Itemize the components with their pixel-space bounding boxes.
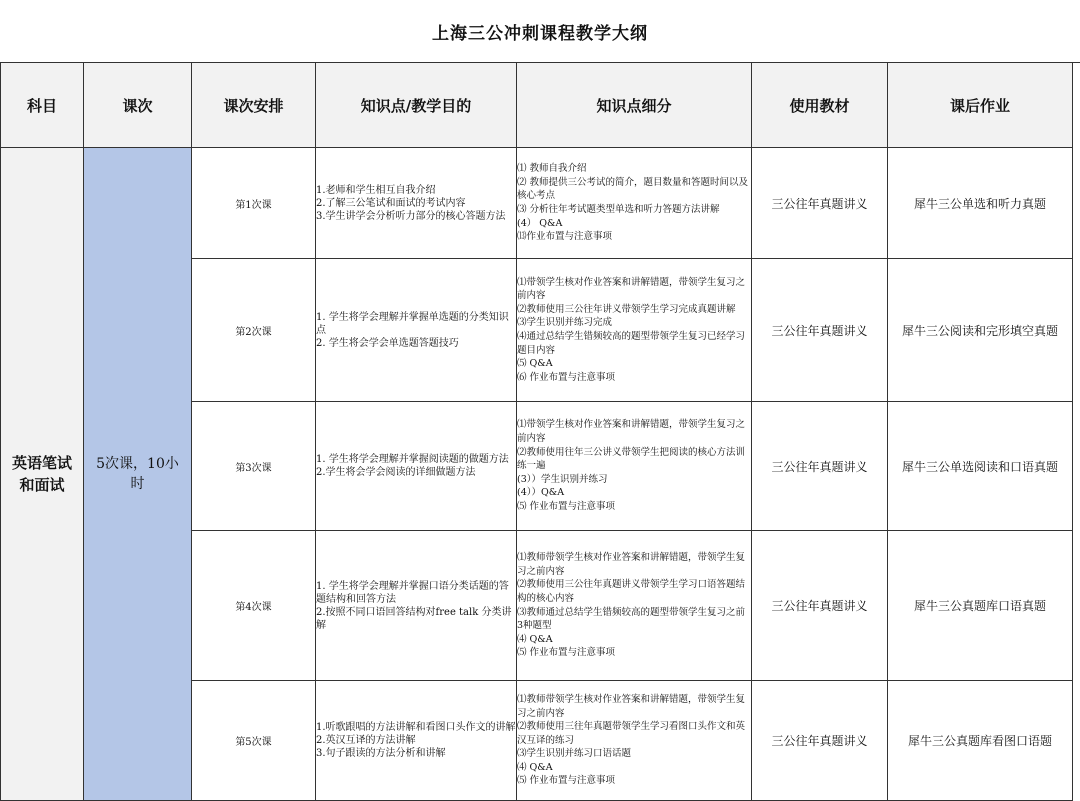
goal-item: 2.按照不同口语回答结构对free talk 分类讲解	[316, 606, 512, 631]
header-lesson-schedule: 课次安排	[192, 63, 316, 148]
subject-cell: 英语笔试和面试	[1, 148, 84, 801]
detail-item: ⑴带领学生核对作业答案和讲解错题，带领学生复习之前内容	[517, 276, 746, 302]
goal-item: 3.学生讲学会分析听力部分的核心答题方法	[316, 210, 506, 222]
material-cell: 三公往年真题讲义	[752, 259, 888, 402]
material-cell: 三公往年真题讲义	[752, 531, 888, 681]
detail-item: ⑸ 作业布置与注意事项	[517, 775, 616, 787]
material-cell: 三公往年真题讲义	[752, 681, 888, 801]
details-cell	[517, 259, 752, 402]
goal-item: 1. 学生将学会理解并掌握阅读题的做题方法	[316, 454, 509, 465]
detail-item: ⑶教师通过总结学生错频较高的题型带领学生复习之前3种题型	[517, 606, 746, 632]
goal-item: 3.句子跟读的方法分析和讲解	[316, 748, 446, 759]
goal-item: 2.学生将会学会阅读的详细做题方法	[316, 467, 476, 478]
detail-item: ⑸ 作业布置与注意事项	[517, 647, 616, 659]
lesson-label: 第2次课	[192, 259, 316, 402]
details-cell	[517, 402, 752, 531]
detail-item: ⑴ 教师自我介绍	[517, 163, 587, 175]
table-right-border	[1072, 62, 1073, 795]
header-goals: 知识点/教学目的	[316, 63, 517, 148]
detail-item: ⑵ 教师提供三公考试的简介，题目数量和答题时间以及核心考点	[517, 176, 749, 202]
details-cell	[517, 148, 752, 259]
syllabus-table	[0, 62, 1073, 801]
homework-cell: 犀牛三公单选阅读和口语真题	[888, 402, 1073, 531]
detail-item: ⑴教师带领学生核对作业答案和讲解错题，带领学生复习之前内容	[517, 552, 746, 577]
homework-cell: 犀牛三公真题库口语真题	[888, 531, 1073, 681]
homework-cell: 犀牛三公真题库看图口语题	[888, 681, 1073, 801]
header-lesson-count: 课次	[84, 63, 192, 148]
lesson-label: 第3次课	[192, 402, 316, 531]
detail-item: ⑵教师使用三公往年讲义带领学生学习完成真题讲解	[517, 303, 736, 315]
homework-cell: 犀牛三公单选和听力真题	[888, 148, 1073, 259]
header-row	[1, 63, 1073, 148]
header-details: 知识点细分	[517, 63, 752, 148]
header-homework: 课后作业	[888, 63, 1073, 148]
goals-cell	[316, 259, 517, 402]
detail-item: ⑵教师使用三公往年真题讲义带领学生学习口语答题结构的核心内容	[517, 579, 746, 604]
goals-cell	[316, 531, 517, 681]
goal-item: 1. 学生将学会理解并掌握口语分类话题的答题结构和回答方法	[316, 580, 509, 605]
lesson-row	[1, 148, 1073, 259]
detail-item: ⑷通过总结学生错频较高的题型带领学生复习已经学习题目内容	[517, 331, 746, 356]
detail-item: ⑵教师使用往年三公讲义带领学生把阅读的核心方法训练一遍	[517, 446, 746, 472]
header-subject: 科目	[1, 63, 84, 148]
goals-cell	[316, 148, 517, 259]
goal-item: 2.了解三公笔试和面试的考试内容	[316, 197, 466, 209]
lesson-label: 第1次课	[192, 148, 316, 259]
goal-item: 1. 学生将学会理解并掌握单选题的分类知识点	[316, 311, 509, 336]
lesson-label: 第5次课	[192, 681, 316, 801]
detail-item: ⑷ Q&A	[517, 761, 553, 773]
detail-item: ⑵教师使用三往年真题带领学生学习看图口头作文和英汉互译的练习	[517, 721, 746, 746]
detail-item: ⑶学生识别并练习口语话题	[517, 748, 632, 760]
syllabus-body	[1, 148, 1073, 801]
detail-item: ⑷ Q&A	[517, 633, 553, 645]
material-cell: 三公往年真题讲义	[752, 402, 888, 531]
goal-item: 1.听歌跟唱的方法讲解和看图口头作文的讲解	[316, 722, 516, 733]
hours-cell: 5次课，10小时	[84, 148, 192, 801]
lesson-label: 第4次课	[192, 531, 316, 681]
material-cell: 三公往年真题讲义	[752, 148, 888, 259]
detail-item: (3））学生识别并练习	[517, 473, 608, 485]
detail-item: ⒀作业布置与注意事项	[517, 231, 613, 243]
goal-item: 1.老师和学生相互自我介绍	[316, 184, 436, 196]
goals-cell	[316, 402, 517, 531]
details-cell	[517, 681, 752, 801]
detail-item: ⑶ 分析往年考试题类型单选和听力答题方法讲解	[517, 204, 720, 215]
goal-item: 2.英汉互译的方法讲解	[316, 735, 416, 746]
goals-cell	[316, 681, 517, 801]
homework-cell: 犀牛三公阅读和完形填空真题	[888, 259, 1073, 402]
detail-item: ⑴教师带领学生核对作业答案和讲解错题，带领学生复习之前内容	[517, 693, 746, 719]
detail-item: ⑴带领学生核对作业答案和讲解错题，带领学生复习之前内容	[517, 419, 746, 445]
detail-item: ⑹ 作业布置与注意事项	[517, 371, 616, 383]
goal-item: 2. 学生将会学会单选题答题技巧	[316, 337, 459, 349]
page-title: 上海三公冲刺课程教学大纲	[0, 0, 1080, 63]
detail-item: ⑸ Q&A	[517, 358, 553, 370]
details-cell	[517, 531, 752, 681]
detail-item: ⑸ 作业布置与注意事项	[517, 500, 616, 512]
detail-item: (4） Q&A	[517, 217, 563, 229]
header-material: 使用教材	[752, 63, 888, 148]
detail-item: ⑶学生识别并练习完成	[517, 317, 613, 329]
detail-item: (4））Q&A	[517, 487, 565, 499]
